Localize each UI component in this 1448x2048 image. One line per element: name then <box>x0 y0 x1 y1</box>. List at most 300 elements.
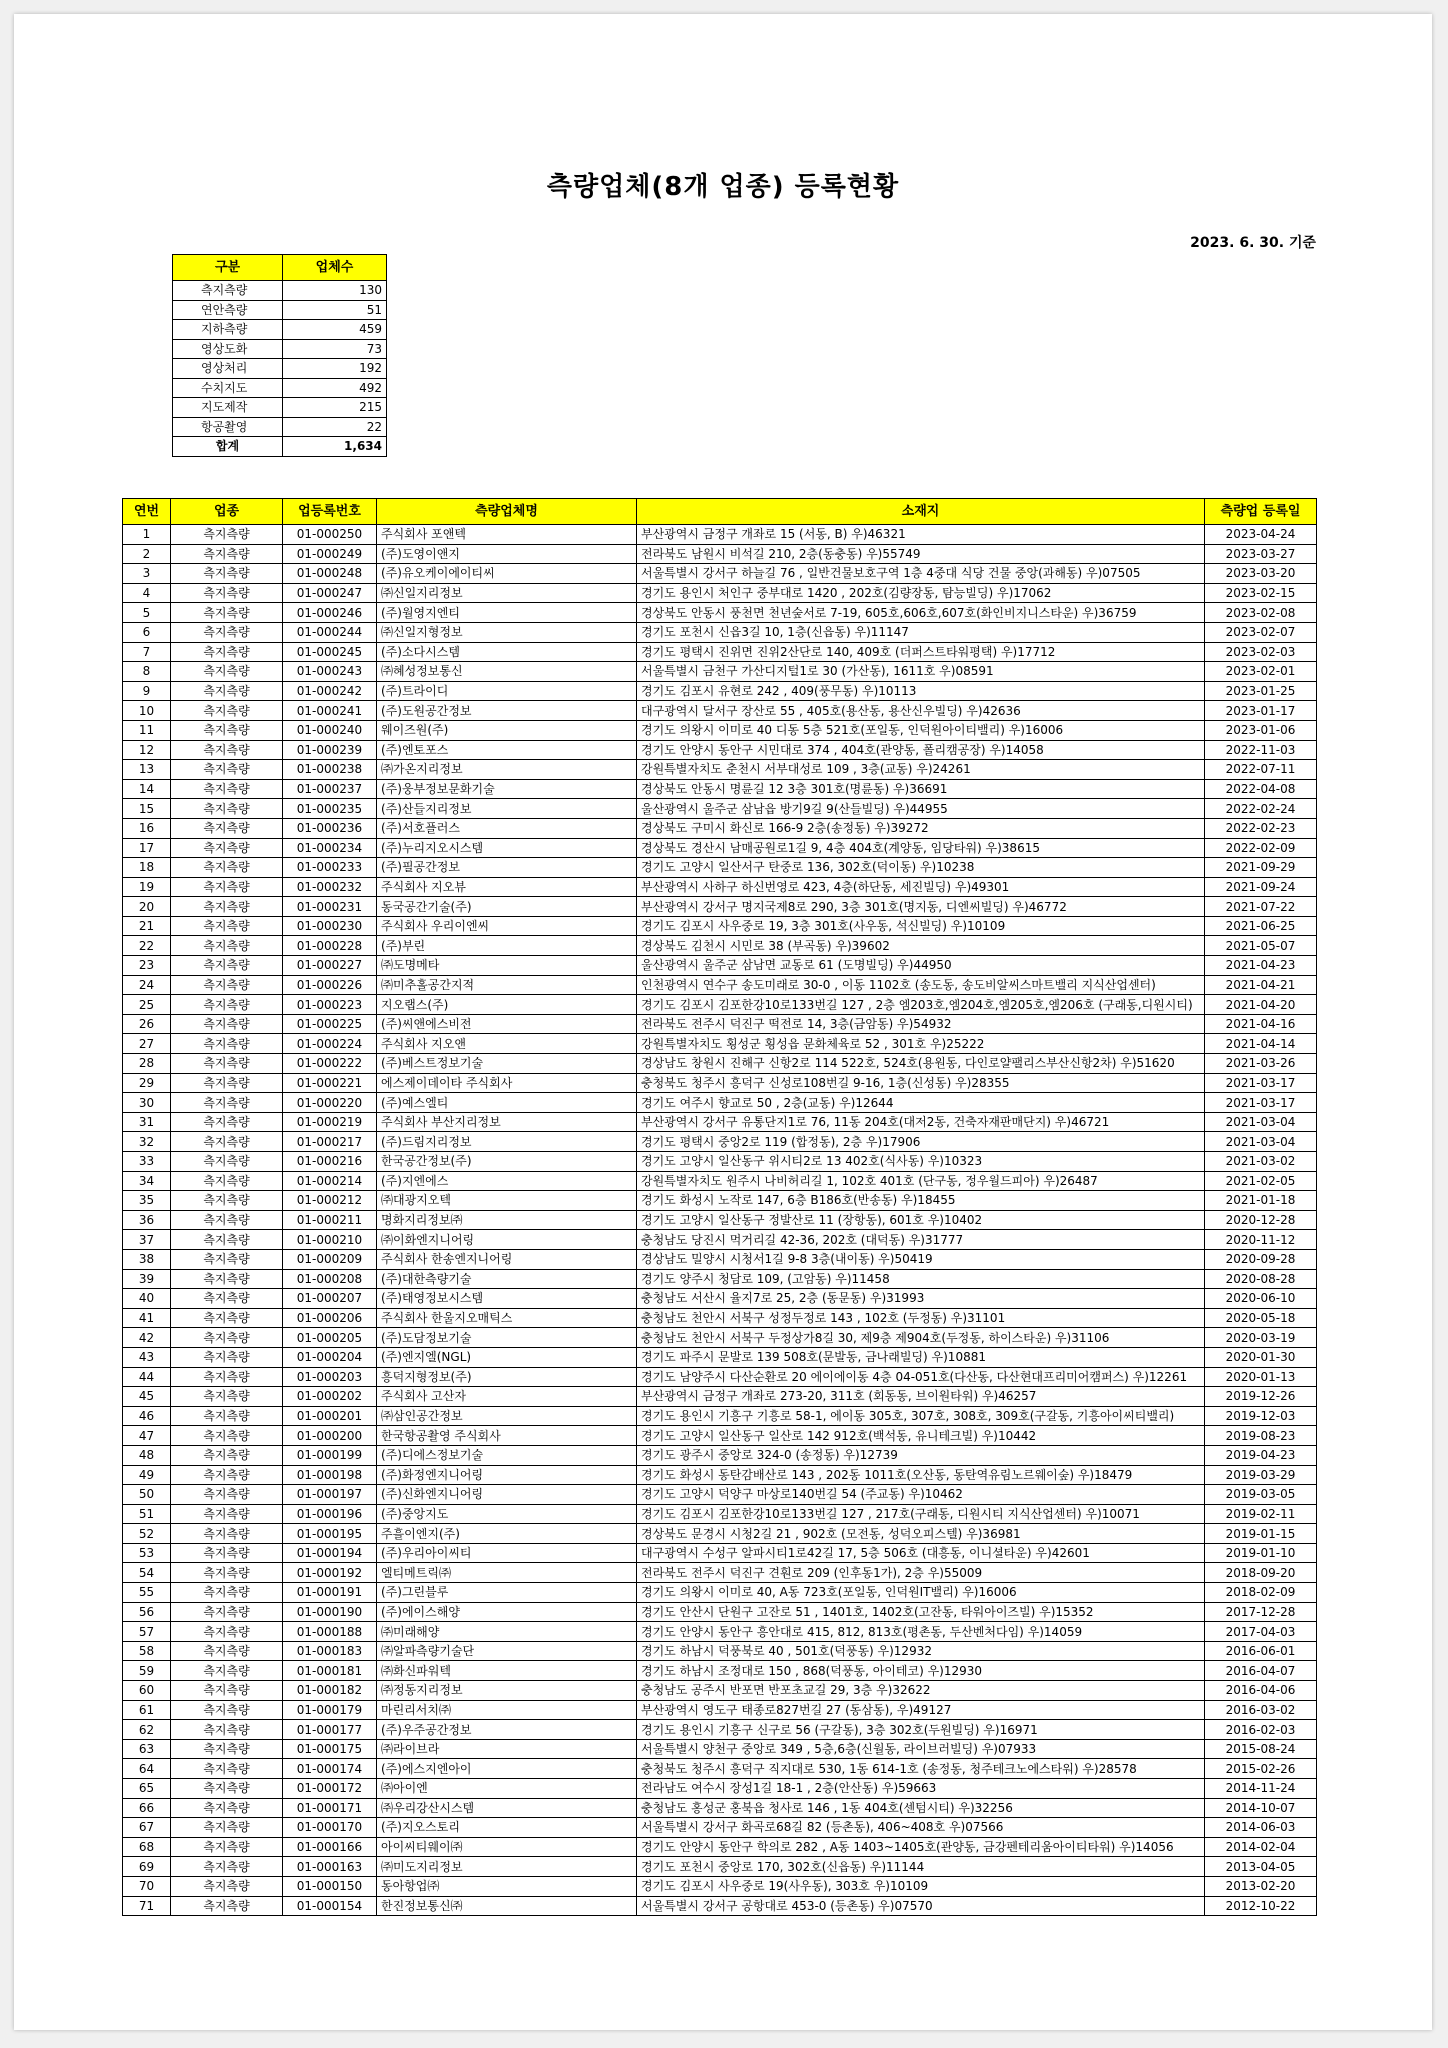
table-row <box>123 1249 1317 1269</box>
business-type-cell: 측지측량 <box>171 799 283 819</box>
serial-cell: 22 <box>123 936 171 956</box>
registration-date-cell: 2022-02-23 <box>1205 818 1317 838</box>
serial-cell: 34 <box>123 1171 171 1191</box>
company-name-cell: (주)지오스토리 <box>377 1818 637 1838</box>
company-name-cell: 한진정보통신㈜ <box>377 1896 637 1916</box>
registration-number-cell: 01-000194 <box>283 1543 377 1563</box>
registration-date-cell: 2019-12-03 <box>1205 1406 1317 1426</box>
address-cell: 경기도 양주시 청담로 109, (고암동) 우)11458 <box>637 1269 1205 1289</box>
serial-cell: 45 <box>123 1387 171 1407</box>
registration-date-cell: 2023-02-01 <box>1205 662 1317 682</box>
registration-number-cell: 01-000217 <box>283 1132 377 1152</box>
registration-number-cell: 01-000241 <box>283 701 377 721</box>
table-row <box>123 1720 1317 1740</box>
table-row <box>123 720 1317 740</box>
company-name-cell: (주)엔토포스 <box>377 740 637 760</box>
registration-date-cell: 2017-12-28 <box>1205 1602 1317 1622</box>
company-name-cell: ㈜화신파워텍 <box>377 1661 637 1681</box>
table-row <box>123 916 1317 936</box>
serial-cell: 48 <box>123 1445 171 1465</box>
registration-date-cell: 2021-01-18 <box>1205 1191 1317 1211</box>
company-name-cell: ㈜신일지리정보 <box>377 583 637 603</box>
business-type-cell: 측지측량 <box>171 1289 283 1309</box>
table-row <box>123 1485 1317 1505</box>
table-row <box>123 818 1317 838</box>
summary-category-cell: 수치지도 <box>173 378 283 398</box>
table-row <box>123 1759 1317 1779</box>
summary-row <box>173 417 387 437</box>
company-name-cell: 주식회사 고산자 <box>377 1387 637 1407</box>
table-row <box>123 936 1317 956</box>
company-name-cell: (주)서호플러스 <box>377 818 637 838</box>
company-name-cell: (주)에스지엔아이 <box>377 1759 637 1779</box>
business-type-cell: 측지측량 <box>171 1054 283 1074</box>
serial-cell: 1 <box>123 525 171 545</box>
serial-cell: 33 <box>123 1152 171 1172</box>
registration-number-cell: 01-000163 <box>283 1857 377 1877</box>
address-cell: 경기도 화성시 노작로 147, 6층 B186호(반송동) 우)18455 <box>637 1191 1205 1211</box>
registration-number-cell: 01-000232 <box>283 877 377 897</box>
table-row <box>123 1583 1317 1603</box>
table-row <box>123 1445 1317 1465</box>
address-cell: 서울특별시 강서구 공항대로 453-0 (등촌동) 우)07570 <box>637 1896 1205 1916</box>
registration-number-cell: 01-000216 <box>283 1152 377 1172</box>
table-row <box>123 1857 1317 1877</box>
registration-number-cell: 01-000231 <box>283 897 377 917</box>
address-cell: 경기도 하남시 조정대로 150 , 868(덕풍동, 아이테코) 우)12930 <box>637 1661 1205 1681</box>
registration-date-cell: 2022-04-08 <box>1205 779 1317 799</box>
registration-number-cell: 01-000250 <box>283 525 377 545</box>
registration-number-cell: 01-000224 <box>283 1034 377 1054</box>
registration-date-cell: 2013-02-20 <box>1205 1876 1317 1896</box>
address-cell: 대구광역시 달서구 장산로 55 , 405호(용산동, 용산신우빌딩) 우)42636 <box>637 701 1205 721</box>
company-name-cell: ㈜가온지리정보 <box>377 760 637 780</box>
business-type-cell: 측지측량 <box>171 1230 283 1250</box>
header-address: 소재지 <box>637 499 1205 525</box>
summary-category-cell: 항공촬영 <box>173 417 283 437</box>
address-cell: 경기도 포천시 중앙로 170, 302호(신읍동) 우)11144 <box>637 1857 1205 1877</box>
registration-date-cell: 2023-03-20 <box>1205 564 1317 584</box>
registration-date-cell: 2021-05-07 <box>1205 936 1317 956</box>
serial-cell: 4 <box>123 583 171 603</box>
table-row <box>123 1798 1317 1818</box>
address-cell: 경기도 안양시 동안구 흥안대로 415, 812, 813호(평촌동, 두산벤처다임) 우)14059 <box>637 1622 1205 1642</box>
business-type-cell: 측지측량 <box>171 760 283 780</box>
company-name-cell: (주)그린블루 <box>377 1583 637 1603</box>
address-cell: 부산광역시 금정구 개좌로 273-20, 311호 (회동동, 브이원타워) 우)46257 <box>637 1387 1205 1407</box>
registration-date-cell: 2015-08-24 <box>1205 1739 1317 1759</box>
business-type-cell: 측지측량 <box>171 603 283 623</box>
table-row <box>123 760 1317 780</box>
serial-cell: 28 <box>123 1054 171 1074</box>
company-name-cell: (주)예스엘티 <box>377 1093 637 1113</box>
registration-date-cell: 2023-03-27 <box>1205 544 1317 564</box>
summary-count-cell: 192 <box>283 359 387 379</box>
registration-number-cell: 01-000249 <box>283 544 377 564</box>
registration-number-cell: 01-000214 <box>283 1171 377 1191</box>
business-type-cell: 측지측량 <box>171 1249 283 1269</box>
company-name-cell: (주)웅부정보문화기술 <box>377 779 637 799</box>
registration-number-cell: 01-000235 <box>283 799 377 819</box>
address-cell: 경기도 화성시 동탄감배산로 143 , 202동 1011호(오산동, 동탄역유림노르웨이숲) 우)18479 <box>637 1465 1205 1485</box>
business-type-cell: 측지측량 <box>171 1308 283 1328</box>
summary-category-cell: 영상처리 <box>173 359 283 379</box>
table-row <box>123 799 1317 819</box>
business-type-cell: 측지측량 <box>171 1269 283 1289</box>
registration-date-cell: 2020-05-18 <box>1205 1308 1317 1328</box>
registration-date-cell: 2014-06-03 <box>1205 1818 1317 1838</box>
address-cell: 전라북도 전주시 덕진구 떡전로 14, 3층(금암동) 우)54932 <box>637 1014 1205 1034</box>
company-name-cell: (주)누리지오시스템 <box>377 838 637 858</box>
business-type-cell: 측지측량 <box>171 1837 283 1857</box>
serial-cell: 65 <box>123 1779 171 1799</box>
basis-date: 2023. 6. 30. 기준 <box>1190 235 1316 251</box>
registration-number-cell: 01-000209 <box>283 1249 377 1269</box>
registration-number-cell: 01-000240 <box>283 720 377 740</box>
summary-header-category: 구분 <box>173 255 283 281</box>
registration-date-cell: 2022-11-03 <box>1205 740 1317 760</box>
registration-number-cell: 01-000196 <box>283 1504 377 1524</box>
address-cell: 경기도 고양시 일산동구 위시티2로 13 402호(식사동) 우)10323 <box>637 1152 1205 1172</box>
registration-date-cell: 2023-01-25 <box>1205 681 1317 701</box>
registration-date-cell: 2014-11-24 <box>1205 1779 1317 1799</box>
serial-cell: 3 <box>123 564 171 584</box>
business-type-cell: 측지측량 <box>171 681 283 701</box>
table-row <box>123 1171 1317 1191</box>
registration-date-cell: 2016-04-07 <box>1205 1661 1317 1681</box>
serial-cell: 67 <box>123 1818 171 1838</box>
registration-date-cell: 2020-11-12 <box>1205 1230 1317 1250</box>
serial-cell: 44 <box>123 1367 171 1387</box>
company-name-cell: (주)중앙지도 <box>377 1504 637 1524</box>
address-cell: 경기도 의왕시 이미로 40, A동 723호(포일동, 인덕원IT밸리) 우)16006 <box>637 1583 1205 1603</box>
table-row <box>123 1014 1317 1034</box>
address-cell: 충청남도 천안시 서북구 두정상가8길 30, 제9층 제904호(두정동, 하이스타운) 우)31106 <box>637 1328 1205 1348</box>
registration-date-cell: 2021-07-22 <box>1205 897 1317 917</box>
registration-number-cell: 01-000166 <box>283 1837 377 1857</box>
business-type-cell: 측지측량 <box>171 1445 283 1465</box>
registration-date-cell: 2021-03-02 <box>1205 1152 1317 1172</box>
address-cell: 경기도 김포시 김포한강10로133번길 127 , 217호(구래동, 디원시티 지식산업센터) 우)10071 <box>637 1504 1205 1524</box>
business-type-cell: 측지측량 <box>171 1034 283 1054</box>
table-row <box>123 1230 1317 1250</box>
table-row <box>123 662 1317 682</box>
table-row <box>123 1347 1317 1367</box>
company-name-cell: (주)트라이디 <box>377 681 637 701</box>
summary-count-cell: 492 <box>283 378 387 398</box>
registration-number-cell: 01-000150 <box>283 1876 377 1896</box>
address-cell: 경상남도 밀양시 시청서1길 9-8 3층(내이동) 우)50419 <box>637 1249 1205 1269</box>
serial-cell: 24 <box>123 975 171 995</box>
registration-number-cell: 01-000206 <box>283 1308 377 1328</box>
address-cell: 부산광역시 강서구 명지국제8로 290, 3층 301호(명지동, 디엔씨빌딩) 우)46772 <box>637 897 1205 917</box>
company-name-cell: (주)도원공간정보 <box>377 701 637 721</box>
table-row <box>123 1837 1317 1857</box>
company-name-cell: ㈜대광지오텍 <box>377 1191 637 1211</box>
table-row <box>123 1426 1317 1446</box>
business-type-cell: 측지측량 <box>171 1720 283 1740</box>
company-name-cell: (주)씨앤에스비전 <box>377 1014 637 1034</box>
table-row <box>123 1210 1317 1230</box>
address-cell: 경기도 포천시 신읍3길 10, 1층(신읍동) 우)11147 <box>637 622 1205 642</box>
serial-cell: 40 <box>123 1289 171 1309</box>
table-row <box>123 1289 1317 1309</box>
registration-date-cell: 2014-10-07 <box>1205 1798 1317 1818</box>
company-name-cell: 주식회사 지오앤 <box>377 1034 637 1054</box>
business-type-cell: 측지측량 <box>171 1347 283 1367</box>
serial-cell: 42 <box>123 1328 171 1348</box>
address-cell: 경기도 김포시 사우중로 19(사우동), 303호 우)10109 <box>637 1876 1205 1896</box>
registration-number-cell: 01-000234 <box>283 838 377 858</box>
page-title: 측량업체(8개 업종) 등록현황 <box>546 172 900 202</box>
header-business-type: 업종 <box>171 499 283 525</box>
registration-number-cell: 01-000195 <box>283 1524 377 1544</box>
header-registration-number: 업등록번호 <box>283 499 377 525</box>
address-cell: 인천광역시 연수구 송도미래로 30-0 , 이동 1102호 (송도동, 송도비알씨스마트밸리 지식산업센터) <box>637 975 1205 995</box>
table-row <box>123 642 1317 662</box>
summary-row <box>173 281 387 301</box>
registration-number-cell: 01-000247 <box>283 583 377 603</box>
company-name-cell: 웨이즈원(주) <box>377 720 637 740</box>
table-row <box>123 525 1317 545</box>
registration-number-cell: 01-000199 <box>283 1445 377 1465</box>
table-row <box>123 1093 1317 1113</box>
summary-count-cell: 130 <box>283 281 387 301</box>
serial-cell: 43 <box>123 1347 171 1367</box>
business-type-cell: 측지측량 <box>171 838 283 858</box>
serial-cell: 56 <box>123 1602 171 1622</box>
summary-total-label: 합계 <box>173 437 283 457</box>
registration-date-cell: 2018-09-20 <box>1205 1563 1317 1583</box>
registration-number-cell: 01-000222 <box>283 1054 377 1074</box>
table-row <box>123 1779 1317 1799</box>
table-row <box>123 956 1317 976</box>
registration-number-cell: 01-000208 <box>283 1269 377 1289</box>
summary-category-cell: 측지측량 <box>173 281 283 301</box>
address-cell: 경기도 김포시 김포한강10로133번길 127 , 2층 엠203호,엠204호,엠205호,엠206호 (구래동,디원시티) <box>637 995 1205 1015</box>
registration-date-cell: 2012-10-22 <box>1205 1896 1317 1916</box>
registration-number-cell: 01-000239 <box>283 740 377 760</box>
company-name-cell: 주식회사 한울지오매틱스 <box>377 1308 637 1328</box>
registration-number-cell: 01-000179 <box>283 1700 377 1720</box>
registration-number-cell: 01-000227 <box>283 956 377 976</box>
business-type-cell: 측지측량 <box>171 1818 283 1838</box>
company-name-cell: (주)도담정보기술 <box>377 1328 637 1348</box>
registration-date-cell: 2023-02-03 <box>1205 642 1317 662</box>
company-name-cell: 한국항공촬영 주식회사 <box>377 1426 637 1446</box>
company-name-cell: 주식회사 지오뷰 <box>377 877 637 897</box>
registration-date-cell: 2021-09-29 <box>1205 858 1317 878</box>
summary-header-count: 업체수 <box>283 255 387 281</box>
registration-number-cell: 01-000177 <box>283 1720 377 1740</box>
company-name-cell: ㈜아이엔 <box>377 1779 637 1799</box>
table-row <box>123 838 1317 858</box>
registration-date-cell: 2019-02-11 <box>1205 1504 1317 1524</box>
company-name-cell: 한국공간정보(주) <box>377 1152 637 1172</box>
serial-cell: 20 <box>123 897 171 917</box>
business-type-cell: 측지측량 <box>171 897 283 917</box>
business-type-cell: 측지측량 <box>171 1465 283 1485</box>
serial-cell: 57 <box>123 1622 171 1642</box>
serial-cell: 17 <box>123 838 171 858</box>
registration-number-cell: 01-000171 <box>283 1798 377 1818</box>
summary-count-cell: 51 <box>283 300 387 320</box>
summary-table <box>172 254 387 457</box>
address-cell: 경기도 고양시 덕양구 마상로140번길 54 (주교동) 우)10462 <box>637 1485 1205 1505</box>
registration-number-cell: 01-000205 <box>283 1328 377 1348</box>
table-row <box>123 1524 1317 1544</box>
registration-date-cell: 2018-02-09 <box>1205 1583 1317 1603</box>
serial-cell: 50 <box>123 1485 171 1505</box>
business-type-cell: 측지측량 <box>171 936 283 956</box>
business-type-cell: 측지측량 <box>171 1876 283 1896</box>
company-name-cell: (주)부린 <box>377 936 637 956</box>
business-type-cell: 측지측량 <box>171 1739 283 1759</box>
registration-date-cell: 2020-03-19 <box>1205 1328 1317 1348</box>
serial-cell: 2 <box>123 544 171 564</box>
business-type-cell: 측지측량 <box>171 1661 283 1681</box>
registration-date-cell: 2023-02-07 <box>1205 622 1317 642</box>
registration-number-cell: 01-000246 <box>283 603 377 623</box>
registration-date-cell: 2020-09-28 <box>1205 1249 1317 1269</box>
summary-count-cell: 459 <box>283 320 387 340</box>
serial-cell: 16 <box>123 818 171 838</box>
address-cell: 강원특별자치도 원주시 나비허리길 1, 102호 401호 (단구동, 정우월드피아) 우)26487 <box>637 1171 1205 1191</box>
registration-number-cell: 01-000233 <box>283 858 377 878</box>
summary-category-cell: 지도제작 <box>173 398 283 418</box>
company-name-cell: ㈜정동지리정보 <box>377 1681 637 1701</box>
header-serial: 연번 <box>123 499 171 525</box>
registration-number-cell: 01-000204 <box>283 1347 377 1367</box>
table-row <box>123 779 1317 799</box>
company-name-cell: ㈜라이브라 <box>377 1739 637 1759</box>
registration-date-cell: 2022-02-24 <box>1205 799 1317 819</box>
address-cell: 전라남도 여수시 장성1길 18-1 , 2층(안산동) 우)59663 <box>637 1779 1205 1799</box>
summary-row <box>173 378 387 398</box>
address-cell: 서울특별시 강서구 하늘길 76 , 일반건물보호구역 1층 4중대 식당 건물 중앙(과해동) 우)07505 <box>637 564 1205 584</box>
serial-cell: 30 <box>123 1093 171 1113</box>
table-row <box>123 1681 1317 1701</box>
serial-cell: 26 <box>123 1014 171 1034</box>
table-row <box>123 858 1317 878</box>
registration-number-cell: 01-000225 <box>283 1014 377 1034</box>
company-name-cell: (주)유오케이에이티씨 <box>377 564 637 584</box>
summary-row <box>173 398 387 418</box>
table-row <box>123 1661 1317 1681</box>
serial-cell: 12 <box>123 740 171 760</box>
company-name-cell: (주)우리아이씨티 <box>377 1543 637 1563</box>
registration-date-cell: 2021-04-20 <box>1205 995 1317 1015</box>
company-name-cell: 엘티메트릭㈜ <box>377 1563 637 1583</box>
address-cell: 경상북도 김천시 시민로 38 (부곡동) 우)39602 <box>637 936 1205 956</box>
business-type-cell: 측지측량 <box>171 564 283 584</box>
serial-cell: 39 <box>123 1269 171 1289</box>
address-cell: 경상북도 문경시 시청2길 21 , 902호 (모전동, 성덕오피스텔) 우)36981 <box>637 1524 1205 1544</box>
business-type-cell: 측지측량 <box>171 1504 283 1524</box>
table-row <box>123 1876 1317 1896</box>
business-type-cell: 측지측량 <box>171 1328 283 1348</box>
company-name-cell: ㈜우리강산시스템 <box>377 1798 637 1818</box>
serial-cell: 18 <box>123 858 171 878</box>
company-name-cell: (주)신화엔지니어링 <box>377 1485 637 1505</box>
business-type-cell: 측지측량 <box>171 544 283 564</box>
company-name-cell: (주)디에스정보기술 <box>377 1445 637 1465</box>
serial-cell: 27 <box>123 1034 171 1054</box>
company-name-cell: (주)도영이앤지 <box>377 544 637 564</box>
company-name-cell: 마린리서치㈜ <box>377 1700 637 1720</box>
company-name-cell: (주)에이스해양 <box>377 1602 637 1622</box>
registration-number-cell: 01-000190 <box>283 1602 377 1622</box>
serial-cell: 10 <box>123 701 171 721</box>
address-cell: 경상북도 경산시 남매공원로1길 9, 4층 404호(계양동, 임당타워) 우)38615 <box>637 838 1205 858</box>
table-row <box>123 701 1317 721</box>
address-cell: 충청남도 당진시 먹거리길 42-36, 202호 (대덕동) 우)31777 <box>637 1230 1205 1250</box>
address-cell: 부산광역시 강서구 유통단지1로 76, 11동 204호(대저2동, 건축자재판매단지) 우)46721 <box>637 1112 1205 1132</box>
registration-date-cell: 2019-12-26 <box>1205 1387 1317 1407</box>
company-name-cell: 지오랩스(주) <box>377 995 637 1015</box>
company-name-cell: ㈜미추홀공간지적 <box>377 975 637 995</box>
serial-cell: 59 <box>123 1661 171 1681</box>
summary-row <box>173 339 387 359</box>
registration-date-cell: 2021-06-25 <box>1205 916 1317 936</box>
registration-number-cell: 01-000181 <box>283 1661 377 1681</box>
registration-number-cell: 01-000183 <box>283 1641 377 1661</box>
registration-number-cell: 01-000245 <box>283 642 377 662</box>
address-cell: 경상북도 구미시 화신로 166-9 2층(송정동) 우)39272 <box>637 818 1205 838</box>
business-type-cell: 측지측량 <box>171 1896 283 1916</box>
table-row <box>123 544 1317 564</box>
company-name-cell: (주)월영지엔티 <box>377 603 637 623</box>
registration-date-cell: 2022-02-09 <box>1205 838 1317 858</box>
business-type-cell: 측지측량 <box>171 1622 283 1642</box>
registration-number-cell: 01-000230 <box>283 916 377 936</box>
table-row <box>123 1112 1317 1132</box>
company-name-cell: ㈜미도지리정보 <box>377 1857 637 1877</box>
address-cell: 경기도 고양시 일산서구 탄중로 136, 302호(덕이동) 우)10238 <box>637 858 1205 878</box>
address-cell: 대구광역시 수성구 알파시티1로42길 17, 5층 506호 (대흥동, 이니셜타운) 우)42601 <box>637 1543 1205 1563</box>
serial-cell: 15 <box>123 799 171 819</box>
business-type-cell: 측지측량 <box>171 1093 283 1113</box>
registration-number-cell: 01-000223 <box>283 995 377 1015</box>
address-cell: 경기도 안양시 동안구 학의로 282 , A동 1403~1405호(관양동, 금강펜테리움아이티타워) 우)14056 <box>637 1837 1205 1857</box>
registration-date-cell: 2020-01-30 <box>1205 1347 1317 1367</box>
summary-row <box>173 320 387 340</box>
registration-date-cell: 2016-03-02 <box>1205 1700 1317 1720</box>
serial-cell: 58 <box>123 1641 171 1661</box>
serial-cell: 66 <box>123 1798 171 1818</box>
registration-date-cell: 2022-07-11 <box>1205 760 1317 780</box>
company-name-cell: 명화지리정보㈜ <box>377 1210 637 1230</box>
address-cell: 경기도 김포시 유현로 242 , 409(풍무동) 우)10113 <box>637 681 1205 701</box>
table-row <box>123 1563 1317 1583</box>
serial-cell: 71 <box>123 1896 171 1916</box>
table-row <box>123 1152 1317 1172</box>
table-row <box>123 1132 1317 1152</box>
company-name-cell: ㈜미래해양 <box>377 1622 637 1642</box>
business-type-cell: 측지측량 <box>171 1759 283 1779</box>
business-type-cell: 측지측량 <box>171 583 283 603</box>
registration-number-cell: 01-000226 <box>283 975 377 995</box>
table-row <box>123 1465 1317 1485</box>
registration-date-cell: 2019-04-23 <box>1205 1445 1317 1465</box>
address-cell: 경기도 여주시 향교로 50 , 2층(교동) 우)12644 <box>637 1093 1205 1113</box>
registration-date-cell: 2019-08-23 <box>1205 1426 1317 1446</box>
registration-number-cell: 01-000175 <box>283 1739 377 1759</box>
registration-date-cell: 2019-03-29 <box>1205 1465 1317 1485</box>
header-company-name: 측량업체명 <box>377 499 637 525</box>
business-type-cell: 측지측량 <box>171 1387 283 1407</box>
address-cell: 울산광역시 울주군 삼남읍 방기9길 9(산들빌딩) 우)44955 <box>637 799 1205 819</box>
